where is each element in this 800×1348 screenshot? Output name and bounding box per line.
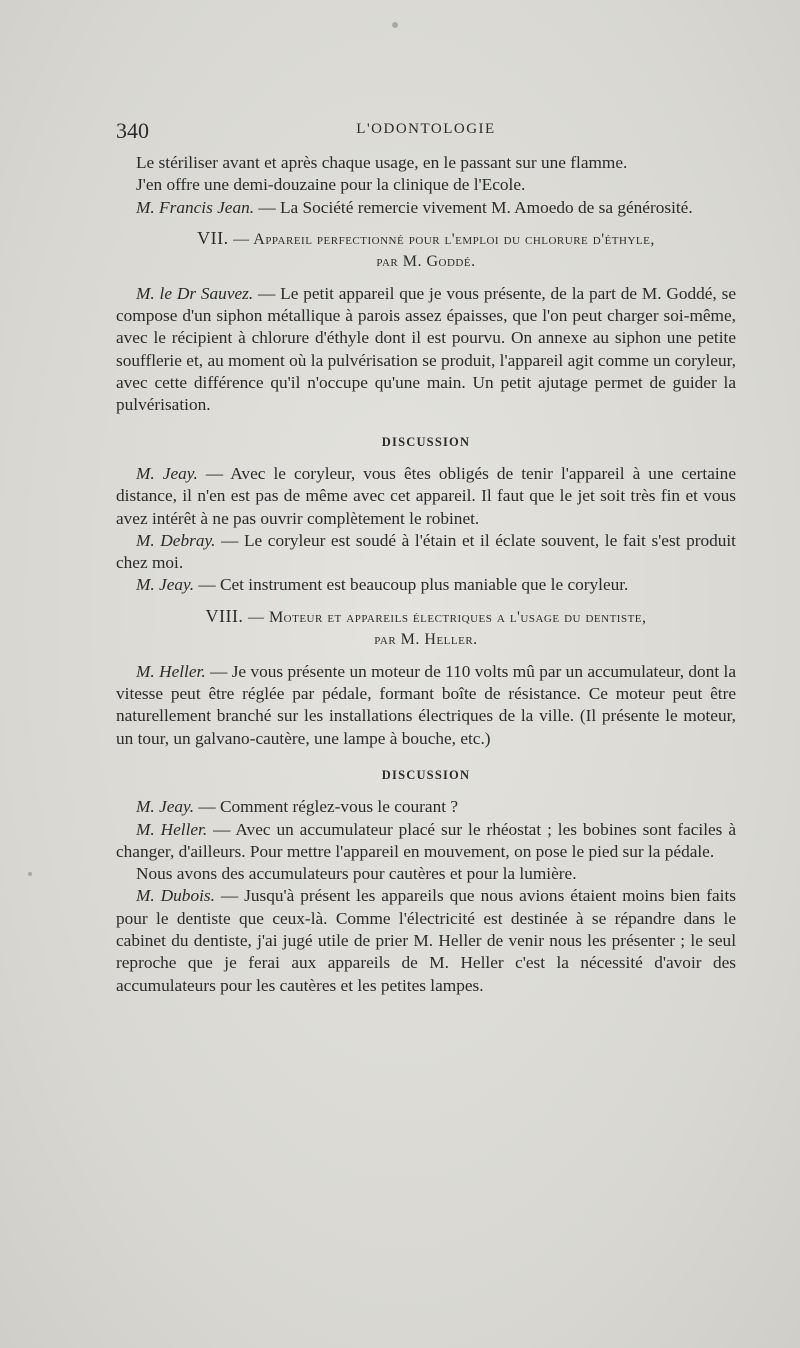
paragraph: [116, 819, 736, 864]
speaker-name: M. Francis Jean.: [136, 197, 255, 217]
paragraph: [116, 530, 736, 575]
section-byline: par M. Heller.: [374, 630, 478, 648]
paragraph: J'en offre une demi-douzaine pour la clinique de l'Ecole.: [136, 175, 526, 195]
paragraph: [116, 796, 736, 818]
speaker-name: M. Heller.: [136, 819, 208, 839]
speaker-name: M. Debray.: [136, 530, 216, 550]
paper-speck: [392, 22, 398, 28]
speaker-name: M. Dubois.: [136, 886, 215, 906]
section-byline: par M. Goddé.: [376, 252, 476, 270]
section-title: — Appareil perfectionné pour l'emploi du chlorure d'éthyle,: [228, 230, 655, 248]
section-numeral: VII.: [197, 227, 229, 248]
paragraph: Nous avons des accumulateurs pour cautères et pour la lumière.: [136, 864, 577, 884]
running-title: L'ODONTOLOGIE: [356, 121, 496, 137]
paragraph: [116, 463, 736, 530]
section-heading: [116, 227, 736, 273]
speech-text: — Avec un accumulateur placé sur le rhéostat ; les bobines sont faciles à changer, d'ailleurs. Pour mettre l'appareil en mouvement, on pose le pied sur la pédale.: [116, 819, 736, 861]
speech-text: — Je vous présente un moteur de 110 volts mû par un accumulateur, dont la vitesse peut être réglée par pédale, formant boîte de résistance. Ce moteur peut être naturellement branché sur les installations électriques de la ville. (Il présente le moteur, un tour, un galvano-cautère, une lampe à bouche, etc.): [116, 661, 736, 748]
speech-text: — La Société remercie vivement M. Amoedo de sa générosité.: [254, 197, 693, 217]
paragraph: [116, 661, 736, 750]
paragraph: [116, 885, 736, 996]
section-numeral: VIII.: [205, 605, 244, 626]
paragraph: Le stériliser avant et après chaque usage, en le passant sur une flamme.: [136, 153, 628, 172]
paper-speck: [28, 872, 32, 876]
page-number: 340: [116, 118, 149, 143]
page-header: [116, 118, 736, 144]
speech-text: — Cet instrument est beaucoup plus maniable que le coryleur.: [194, 575, 629, 595]
speech-text: — Jusqu'à présent les appareils que nous avions étaient moins bien faits pour le dentiste que ceux-là. Comme l'électricité est destinée à se répandre dans le cabinet du dentiste, j'ai jugé utile de prier M. Heller de venir nous les présenter ; le seul reproche que je ferai aux appareils de M. Heller c'est la nécessité d'avoir des accumulateurs pour les cautères et les petites lampes.: [116, 886, 736, 995]
speech-text: — Avec le coryleur, vous êtes obligés de tenir l'appareil à une certaine distance, il n'en est pas de même avec cet appareil. Il faut que le jet soit très fin et vous avez intérêt à ne pas ouvrir complètement le robinet.: [116, 463, 736, 528]
speaker-name: M. le Dr Sauvez.: [136, 283, 254, 303]
section-title: — Moteur et appareils électriques a l'usage du dentiste,: [243, 608, 647, 626]
discussion-heading: DISCUSSION: [381, 434, 471, 449]
speech-text: — Comment réglez-vous le courant ?: [194, 797, 458, 817]
speaker-name: M. Jeay.: [136, 463, 198, 483]
speech-text: — Le petit appareil que je vous présente, de la part de M. Goddé, se compose d'un siphon métallique à parois assez épaisses, que l'on peut charger soi-même, avec le récipient à chlorure d'éthyle dont il est pourvu. On annexe au siphon une petite soufflerie et, au moment où la pulvérisation se produit, l'appareil agit comme un coryleur, avec cette différence qu'il n'occupe qu'une main. Un petit ajutage permet de guider la pulvérisation.: [116, 283, 736, 415]
page-body: [116, 152, 736, 997]
section-heading: [116, 605, 736, 651]
speaker-name: M. Jeay.: [136, 575, 195, 595]
speech-text: — Le coryleur est soudé à l'étain et il éclate souvent, le fait s'est produit chez moi.: [116, 530, 736, 573]
speaker-name: M. Jeay.: [136, 797, 195, 817]
discussion-heading: DISCUSSION: [381, 767, 471, 782]
paragraph: [116, 283, 736, 417]
speaker-name: M. Heller.: [136, 661, 206, 681]
paragraph: [116, 197, 736, 219]
paragraph: [116, 574, 736, 596]
